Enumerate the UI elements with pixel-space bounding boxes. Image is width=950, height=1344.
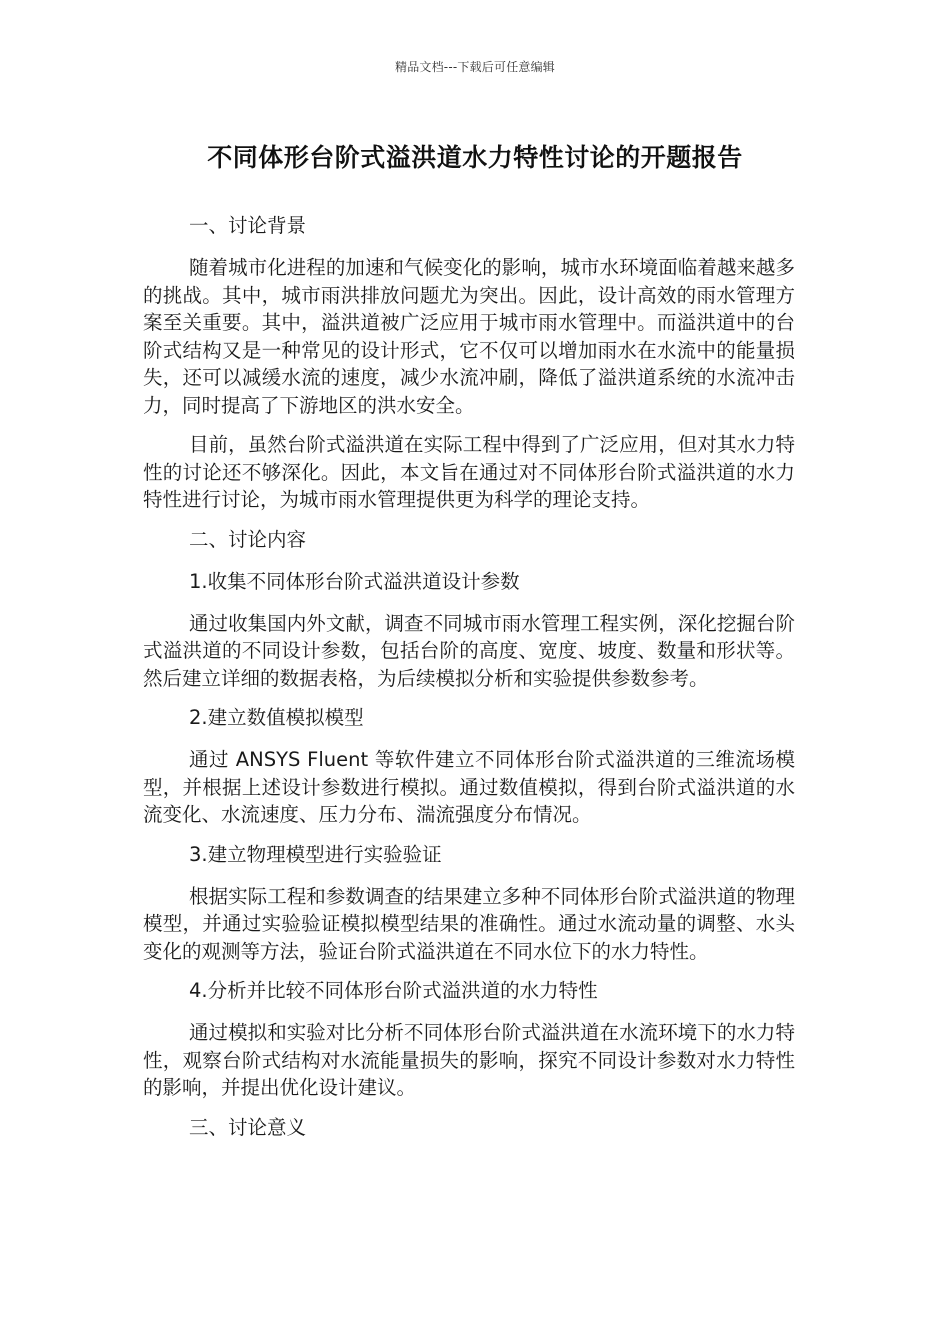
subheading-numerical-model: 2.建立数值模拟模型 (189, 706, 364, 729)
section-heading-background: 一、讨论背景 (189, 214, 307, 237)
analysis-paragraph: 通过模拟和实验对比分析不同体形台阶式溢洪道在水流环境下的水力特性，观察台阶式结构对水流能量损失的影响，探究不同设计参数对水力特性的影响，并提出优化设计建议。 (143, 1021, 795, 1099)
document-title: 不同体形台阶式溢洪道水力特性讨论的开题报告 (207, 143, 743, 172)
physical-model-paragraph: 根据实际工程和参数调查的结果建立多种不同体形台阶式溢洪道的物理模型，并通过实验验证模拟模型结果的准确性。通过水流动量的调整、水头变化的观测等方法，验证台阶式溢洪道在不同水位下的水力特性。 (143, 884, 795, 963)
subheading-collect-parameters: 1.收集不同体形台阶式溢洪道设计参数 (189, 569, 520, 593)
background-paragraph-2: 目前，虽然台阶式溢洪道在实际工程中得到了广泛应用，但对其水力特性的讨论还不够深化。因此，本文旨在通过对不同体形台阶式溢洪道的水力特性进行讨论，为城市雨水管理提供更为科学的理论支持。 (143, 433, 795, 511)
collect-parameters-paragraph: 通过收集国内外文献，调查不同城市雨水管理工程实例，深化挖掘台阶式溢洪道的不同设计参数，包括台阶的高度、宽度、坡度、数量和形状等。然后建立详细的数据表格，为后续模拟分析和实验提供参数参考。 (143, 611, 795, 690)
header-note: 精品文档---下载后可任意编辑 (395, 60, 555, 74)
subheading-analysis: 4.分析并比较不同体形台阶式溢洪道的水力特性 (189, 979, 598, 1002)
document-body (143, 212, 795, 1156)
section-heading-significance: 三、讨论意义 (189, 1115, 307, 1139)
subheading-physical-model: 3.建立物理模型进行实验验证 (189, 842, 442, 866)
section-heading-content: 二、讨论内容 (189, 527, 307, 551)
numerical-model-paragraph: 通过 ANSYS Fluent 等软件建立不同体形台阶式溢洪道的三维流场模型，并根据上述设计参数进行模拟。通过数值模拟，得到台阶式溢洪道的水流变化、水流速度、压力分布、湍流强度分布情况。 (143, 748, 795, 826)
background-paragraph-1: 随着城市化进程的加速和气候变化的影响，城市水环境面临着越来越多的挑战。其中，城市雨洪排放问题尤为突出。因此，设计高效的雨水管理方案至关重要。其中，溢洪道被广泛应用于城市雨水管理中。而溢洪道中的台阶式结构又是一种常见的设计形式，它不仅可以增加雨水在水流中的能量损失，还可以减缓水流的速度，减少水流冲刷，降低了溢洪道系统的水流冲击力，同时提高了下游地区的洪水安全。 (143, 256, 795, 417)
